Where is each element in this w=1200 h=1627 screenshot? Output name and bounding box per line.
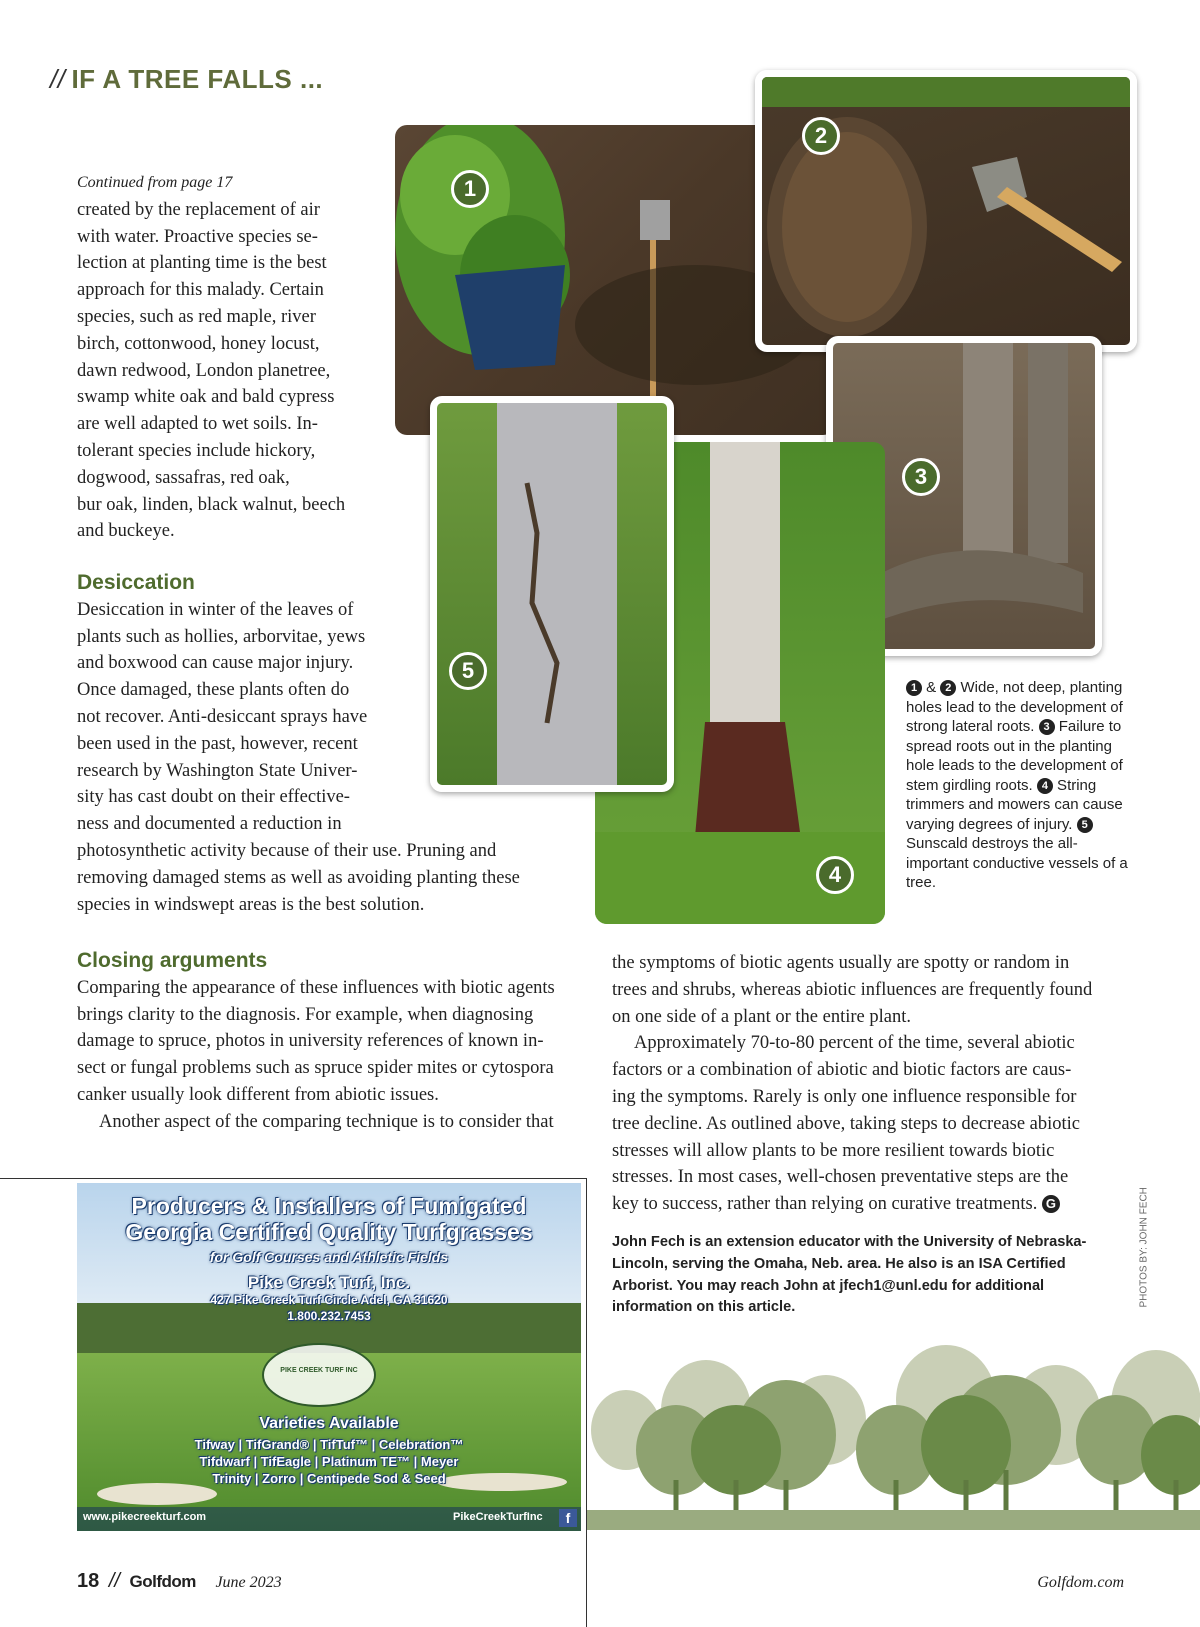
caption-number-1: 1 [906,680,922,696]
right-last-line: key to success, rather than relying on curative treatments. [612,1194,1038,1215]
caption-text-4: String trimmers and mowers can cause varying degrees of injury. [906,776,1123,833]
closing-line: canker usually look different from abiotic issues. [77,1084,439,1105]
ad-varieties-line: Trinity | Zorro | Centipede Sod & Seed [212,1471,446,1486]
ad-headline-2: Georgia Certified Quality Turfgrasses [125,1219,533,1245]
intro-line: tolerant species include hickory, [77,440,316,461]
caption-text-1: Wide, not deep, planting holes lead to the development of strong lateral roots. [906,679,1123,735]
section-header [50,64,323,95]
end-mark-icon: G [1042,1195,1060,1213]
ad-facebook-handle[interactable]: PikeCreekTurfInc [453,1511,543,1523]
closing-line: Comparing the appearance of these influences with biotic agents [77,977,555,998]
ad-address: 427 Pike Creek Turf Circle Adel, GA 31620 [210,1293,448,1307]
photo-badge-5: 5 [449,652,487,690]
header-title: IF A TREE FALLS ... [71,64,324,94]
caption-number-4: 4 [1037,778,1053,794]
closing-section [77,948,597,1136]
footer-site: Golfdom.com [1037,1574,1124,1591]
intro-line: dawn redwood, London planetree, [77,360,331,381]
caption-number-2: 2 [940,680,956,696]
photo-badge-3: 3 [902,458,940,496]
footer-date: June 2023 [215,1574,282,1591]
closing-line: sect or fungal problems such as spruce spider mites or cytospora [77,1058,554,1079]
intro-line: approach for this malady. Certain [77,280,324,301]
right-line [612,1191,1132,1218]
author-bio [612,1232,1132,1319]
desiccation-heading: Desiccation [77,571,195,594]
intro-line: swamp white oak and bald cypress [77,387,335,408]
intro-line: and buckeye. [77,521,175,542]
page-footer-left [77,1570,282,1593]
ad-bunker [97,1483,217,1505]
right-line: Approximately 70-to-80 percent of the time, several abiotic [634,1033,1075,1054]
right-line: stresses will allow plants to be more resilient towards biotic [612,1140,1055,1161]
photo-2-root-ball [755,70,1137,352]
photo-5-sunscald [430,396,674,792]
desiccation-line: species in windswept areas is the best solution. [77,894,425,915]
closing-line: damage to spruce, photos in university references of known in- [77,1031,544,1052]
desiccation-line: ness and documented a reduction in [77,814,342,835]
desiccation-line: Desiccation in winter of the leaves of [77,599,354,620]
desiccation-line: sity has cast doubt on their effective- [77,787,350,808]
caption-number-5: 5 [1077,817,1093,833]
footer-sep: // [108,1570,120,1592]
right-column-text [612,950,1132,1218]
intro-line: bur oak, linden, black walnut, beech [77,494,346,515]
bio-line: Lincoln, serving the Omaha, Neb. area. He also is an ISA Certified [612,1255,1066,1272]
photo-5-art [437,403,667,785]
continued-note: Continued from page 17 [77,174,233,191]
ad-logo [262,1343,376,1407]
caption-number-3: 3 [1039,719,1055,735]
pike-creek-ad[interactable] [77,1183,581,1531]
page-number: 18 [77,1570,100,1592]
photo-credit-text: PHOTOS BY: JOHN FECH [1138,1187,1150,1308]
closing-line: Another aspect of the comparing technique is to consider that [99,1111,554,1132]
closing-line: brings clarity to the diagnosis. For example, when diagnosing [77,1004,534,1025]
photo-badge-4: 4 [816,856,854,894]
desiccation-line: Once damaged, these plants often do [77,680,350,701]
ad-tagline: for Golf Courses and Athletic Fields [209,1249,449,1265]
facebook-icon[interactable]: f [559,1509,577,1527]
intro-line: with water. Proactive species se- [77,226,318,247]
right-line: ing the symptoms. Rarely is only one influence responsible for [612,1086,1077,1107]
intro-line: dogwood, sassafras, red oak, [77,467,290,488]
ad-phone[interactable]: 1.800.232.7453 [287,1309,371,1323]
caption-amp: & [922,679,941,696]
ad-website-link[interactable]: www.pikecreekturf.com [83,1511,207,1523]
ad-company: Pike Creek Turf, Inc. [247,1273,411,1292]
caption-text-5: Sunscald destroys the all-important conductive vessels of a tree. [906,835,1128,891]
right-line: trees and shrubs, whereas abiotic influences are frequently found [612,979,1093,1000]
bio-line: information on this article. [612,1299,796,1316]
caption-text-3: Failure to spread roots out in the planting hole leads to the development of stem girdling roots. [906,718,1123,794]
header-slashes: // [50,64,66,94]
ad-headline-1: Producers & Installers of Fumigated [131,1193,527,1219]
right-line: tree decline. As outlined above, taking steps to decrease abiotic [612,1113,1080,1134]
ad-varieties-line: Tifdwarf | TifEagle | Platinum TE™ | Meyer [199,1454,459,1469]
photo-badge-2: 2 [802,117,840,155]
desiccation-line: removing damaged stems as well as avoiding planting these [77,867,520,888]
ad-logo-text: PIKE CREEK TURF INC [280,1367,358,1374]
ad-varieties-title: Varieties Available [259,1415,399,1432]
trees-illustration [586,1340,1200,1530]
intro-line: species, such as red maple, river [77,306,316,327]
right-line: on one side of a plant or the entire plant. [612,1006,911,1027]
desiccation-line: and boxwood can cause major injury. [77,653,354,674]
right-line: the symptoms of biotic agents usually are spotty or random in [612,953,1070,973]
bio-line: Arborist. You may reach John at jfech1@unl.edu for additional [612,1277,1045,1294]
photo-badge-1: 1 [451,170,489,208]
intro-line: lection at planting time is the best [77,253,327,274]
intro-line: created by the replacement of air [77,199,320,220]
desiccation-line: photosynthetic activity because of their use. Pruning and [77,840,497,861]
right-line: stresses. In most cases, well-chosen preventative steps are the [612,1167,1069,1188]
desiccation-line: not recover. Anti-desiccant sprays have [77,706,368,727]
intro-text [77,170,407,545]
desiccation-line: research by Washington State Univer- [77,760,358,781]
bio-line: John Fech is an extension educator with the University of Nebraska- [612,1234,1087,1250]
right-line: factors or a combination of abiotic and biotic factors are caus- [612,1060,1072,1081]
closing-heading: Closing arguments [77,949,268,972]
footer-brand: Golfdom [129,1572,196,1591]
intro-line: are well adapted to wet soils. In- [77,414,318,435]
desiccation-line: plants such as hollies, arborvitae, yews [77,626,366,647]
photo-caption [906,678,1136,893]
intro-line: birch, cottonwood, honey locust, [77,333,320,354]
desiccation-line: been used in the past, however, recent [77,733,358,754]
photo-credit [1136,1187,1152,1310]
ad-varieties-line: Tifway | TifGrand® | TifTuf™ | Celebration™ [194,1437,464,1452]
